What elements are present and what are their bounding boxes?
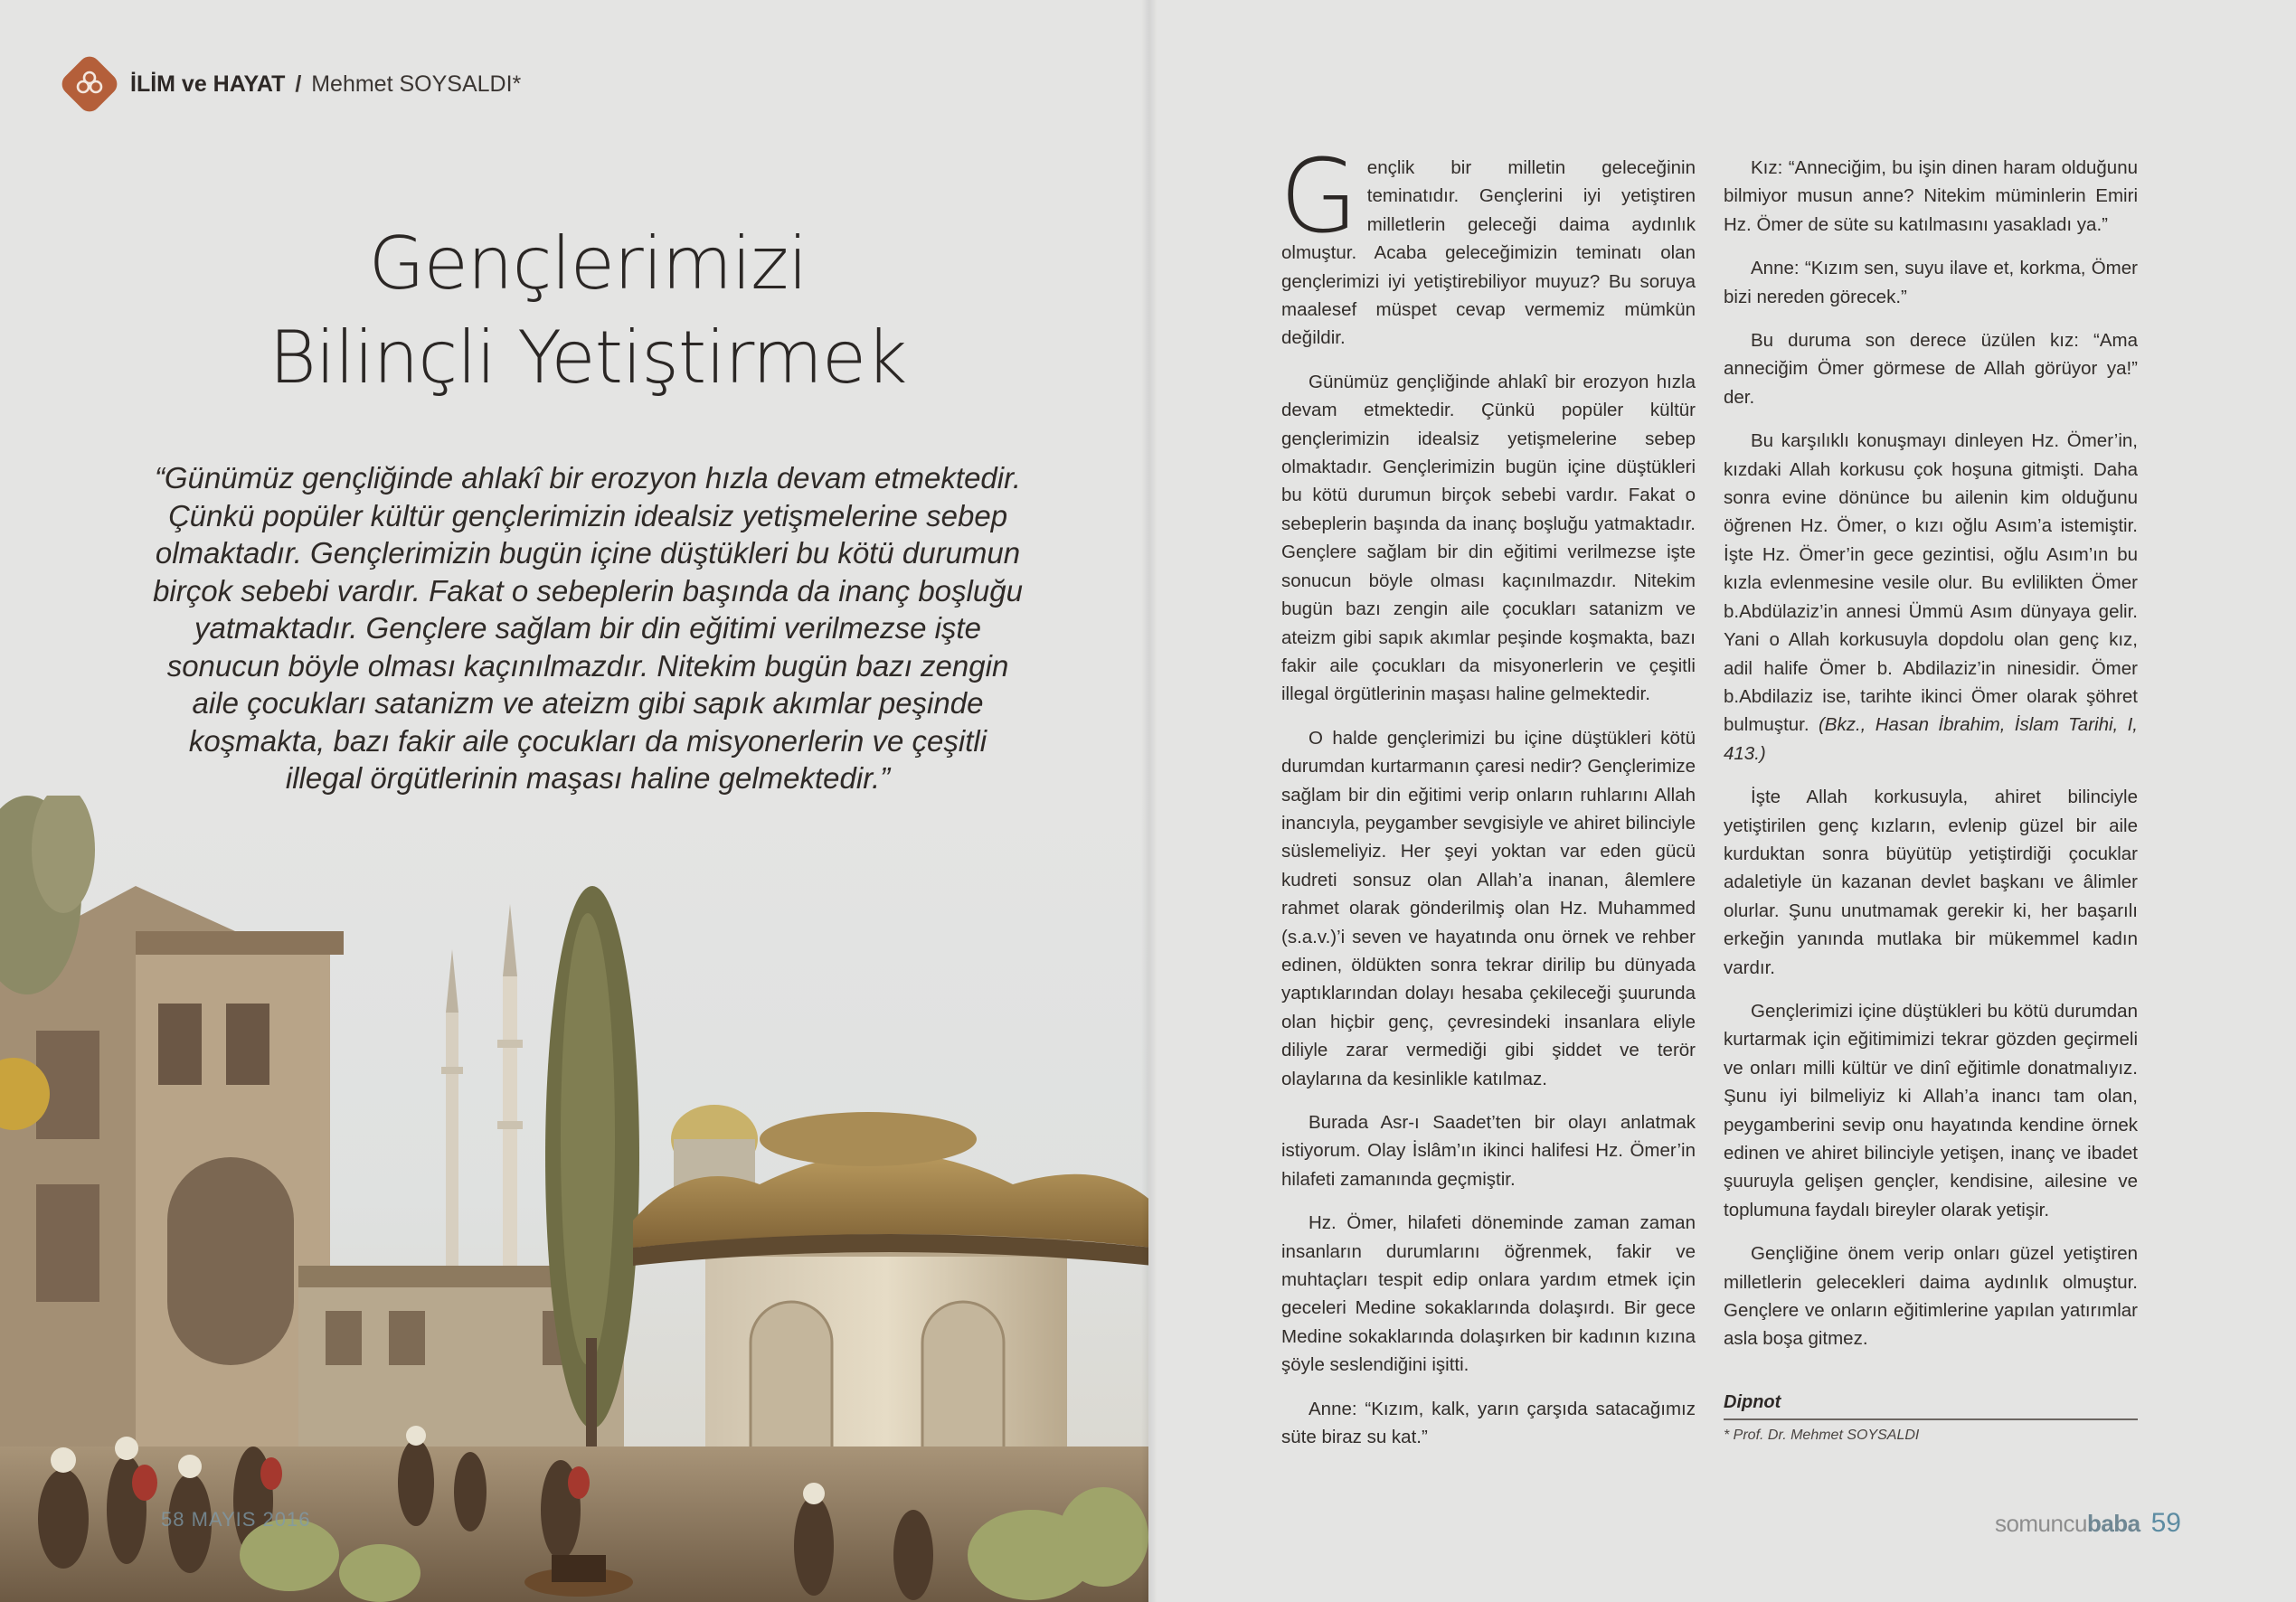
paragraph: Hz. Ömer, hilafeti döneminde zaman zaman insanların durumlarını öğrenmek, fakir ve muhtaçları tespit edip onlara yardım etmek için geceleri Medine sokaklarında dolaşırdı. Bir gece Medine sokaklarında dolaşırken bir kadının kızına şöyle seslendiğini işitti. bbox=[1281, 1212, 1696, 1376]
section-header bbox=[60, 56, 521, 112]
paragraph: Anne: “Kızım sen, suyu ilave et, korkma, Ömer bizi nereden görecek.” bbox=[1724, 258, 2138, 307]
paragraph: Gençlerimizi içine düştükleri bu kötü durumdan kurtarmak için eğitimimizi tekrar gözden geçirmeli ve onları milli kültür ve dinî eğitimle donatmalıyız. Şunu iyi bilmeliyiz ki Allah’a inancı tam olan, peygamberini sevip onu hayatında kendine örnek edinen ve ahiret bilinciyle yetişen, inanç ve ibadet şuuruyla gelişen gençler, kendisine, ailesine ve toplumuna faydalı bireyler olarak yetişir. bbox=[1724, 1000, 2138, 1220]
paragraph: Burada Asr-ı Saadet’ten bir olayı anlatmak istiyorum. Olay İslâm’ın ikinci halifesi Hz. Ömer’in hilafeti zamanında geçmiştir. bbox=[1281, 1112, 1696, 1190]
page-footer bbox=[1995, 1508, 2181, 1539]
right-page bbox=[1148, 0, 2296, 1602]
footnote-text: * Prof. Dr. Mehmet SOYSALDI bbox=[1724, 1428, 1920, 1443]
text-column-2 bbox=[1724, 154, 2138, 1369]
text-column-1 bbox=[1280, 138, 1696, 1466]
header-separator: / bbox=[295, 71, 302, 97]
paragraph bbox=[1280, 138, 1696, 353]
header-section: İLİM ve HAYAT bbox=[130, 71, 286, 97]
pull-quote: “Günümüz gençliğinde ahlakî bir erozyon hızla devam etmektedir. Çünkü popüler kültür gençlerimizin idealsiz yetişmelerine sebep olmaktadır. Gençlerimizin bugün içine düştükleri bu kötü durumun birçok sebebi vardır. Fakat o sebeplerin başında da inanç boşluğu yatmaktadır. Gençlere sağlam bir din eğitimi verilmezse işte sonucun böyle olması kaçınılmazdır. Nitekim bugün bazı zengin aile çocukları satanizm ve ateizm gibi sapık akımlar peşinde koşmakta, bazı fakir aile çocukları da misyonerlerin ve çeşitli illegal örgütlerinin maşası haline gelmektedir.” bbox=[153, 461, 1023, 795]
drop-cap: G bbox=[1280, 138, 1358, 256]
brand-bold: baba bbox=[2086, 1510, 2140, 1537]
page-number: 59 bbox=[2150, 1508, 2181, 1538]
citation: (Bkz., Hasan İbrahim, İslam Tarihi, I, 413.) bbox=[1724, 714, 2139, 764]
paragraph bbox=[1724, 427, 2138, 768]
paragraph: Bu duruma son derece üzülen kız: “Ama anneciğim Ömer görmese de Allah görüyor ya!” der. bbox=[1724, 330, 2138, 408]
paragraph: Günümüz gençliğinde ahlakî bir erozyon hızla devam etmektedir. Çünkü popüler kültür gençlerimizin idealsiz yetişmelerine sebep olmaktadır. Gençlerimizin bugün içine düştükleri bu kötü durumun birçok sebebi vardır. Fakat o sebeplerin başında da inanç boşluğu yatmaktadır. Gençlere sağlam bir din eğitimi verilmezse işte sonucun böyle olması kaçınılmazdır. Nitekim bugün bazı zengin aile çocukları satanizm ve ateizm gibi sapık akımlar peşinde koşmakta, bazı fakir aile çocukları da misyonerlerin ve çeşitli illegal örgütlerinin maşası haline gelmektedir. bbox=[1281, 371, 1696, 705]
header-text bbox=[130, 71, 521, 98]
article-title bbox=[181, 217, 995, 405]
title-line-2: Bilinçli Yetiştirmek bbox=[269, 316, 907, 400]
left-page-number: 58 MAYIS 2016 bbox=[161, 1508, 311, 1531]
paragraph: Gençliğine önem verip onları güzel yetiştiren milletlerin gelecekleri daima aydınlık olmuştur. Gençlere ve onların eğitimlerine yapılan yatırımlar asla boşa gitmez. bbox=[1724, 1243, 2138, 1350]
footnote bbox=[1724, 1392, 2138, 1444]
header-author: Mehmet SOYSALDI* bbox=[311, 71, 522, 97]
paragraph: Kız: “Anneciğim, bu işin dinen haram olduğunu bilmiyor musun anne? Nitekim müminlerin Emiri Hz. Ömer de süte su katılmasını yasakladı ya.” bbox=[1724, 157, 2138, 235]
paragraph: İşte Allah korkusuyla, ahiret bilinciyle yetiştirilen genç kızların, evlenip güzel bir aile kurduktan sonra büyütüp yetiştirdiği çocuklar adaletiyle ün kazanan devlet başkanı ve âlimler olurlar. Şunu unutmamak gerekir ki, her başarılı erkeğin yanında mutlaka bir mükemmel kadın vardır. bbox=[1724, 787, 2138, 978]
paragraph: O halde gençlerimizi bu içine düştükleri kötü durumdan kurtarmanın çaresi nedir? Gençlerimize sağlam bir din eğitimi verip onların ruhlarını Allah inancıyla, peygamber sevgisiyle ve ahiret bilinciyle süslemeliyiz. Her şeyi yoktan var eden gücü kudreti sonsuz olan Allah’a inanan, âlemlere rahmet olarak gönderilmiş olan Hz. Muhammed (s.a.v.)’i seven ve hayatında onu örnek ve rehber edinen, öldükten sonra tekrar dirilip bu dünyada yaptıklarından dolayı hesaba çekileceği şuurunda olan hiçbir genç, çevresindeki insanlara eliyle diliyle zarar vermediği gibi şiddet ve terör olaylarına da kesinlikle katılmaz. bbox=[1281, 727, 1696, 1089]
istanbul-fountain-illustration bbox=[0, 796, 1148, 1602]
title-line-1: Gençlerimizi bbox=[368, 221, 808, 306]
paragraph-text: Bu karşılıklı konuşmayı dinleyen Hz. Ömer’in, kızdaki Allah korkusu çok hoşuna gitmişti. Daha sonra evine dönünce bu ailenin kim olduğunu öğrenen Hz. Ömer, o kızı oğlu Asım’a istemiştir. İşte Hz. Ömer’in gece gezintisi, oğlu Asım’ın bu kızla evlenmesine vesile olur. Bu evlilikten Ömer b.Abdülaziz’in annesi Ümmü Asım dünyaya gelir. Yani o Allah korkusuyla dopdolu olan genç kız, adil halife Ömer b. Abdilaziz’in ninesidir. Ömer b.Abdilaziz ise, tarihte ikinci Ömer olarak şöhret bulmuştur. bbox=[1724, 430, 2138, 736]
footnote-title: Dipnot bbox=[1724, 1392, 2138, 1420]
brand-light: somuncu bbox=[1994, 1510, 2087, 1537]
paragraph: Anne: “Kızım, kalk, yarın çarşıda satacağımız süte biraz su kat.” bbox=[1281, 1398, 1696, 1448]
magazine-brand bbox=[1995, 1510, 2140, 1538]
logo-badge bbox=[58, 52, 122, 117]
interlocking-circles-icon bbox=[74, 69, 105, 99]
paragraph-text: ençlik bir milletin geleceğinin teminatıdır. Gençlerini iyi yetiştiren milletlerin geleceği daima aydınlık olmuştur. Acaba geleceğimizin teminatı olan gençlerimizi iyi yetiştirebiliyor muyuz? Bu soruya maalesef müspet cevap vermemiz mümkün değildir. bbox=[1281, 157, 1696, 349]
